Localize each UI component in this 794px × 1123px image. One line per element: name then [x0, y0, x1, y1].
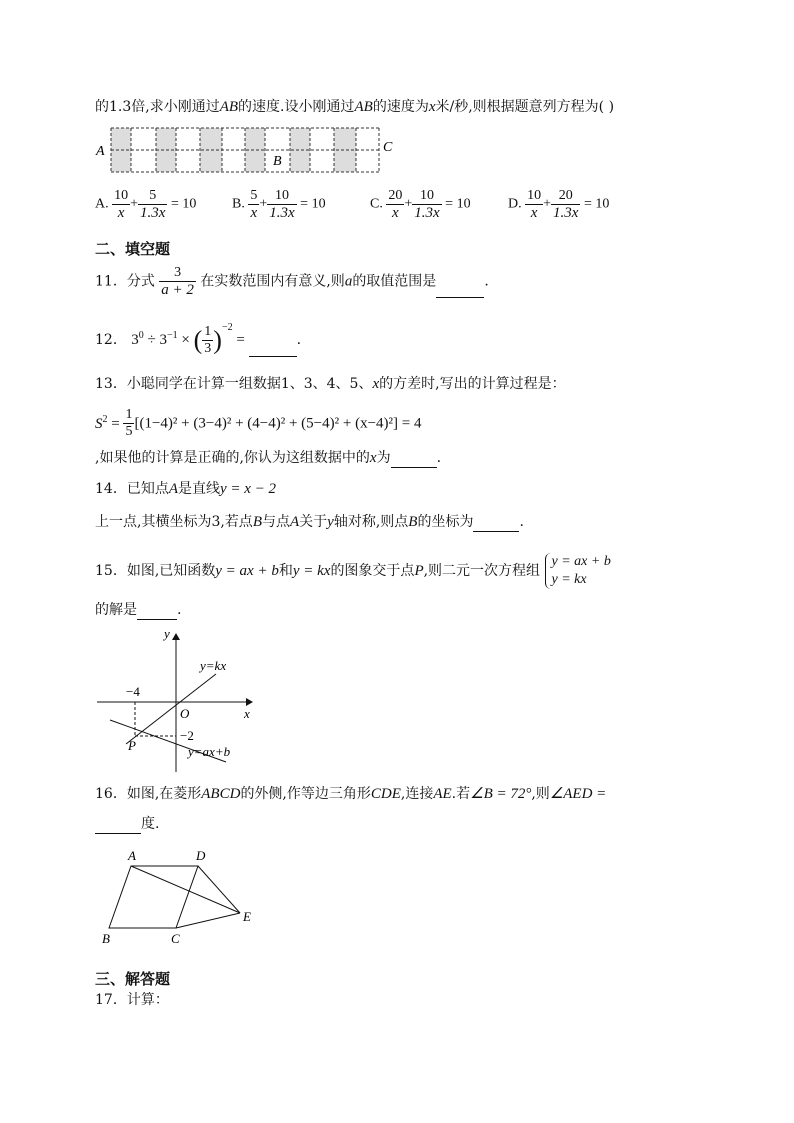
option-a[interactable]: A. $\frac{10}{x}$ + $\frac{5}{1.3x}$ = 10: [95, 188, 197, 221]
q10-text: 的1.3倍,求小刚通过AB的速度.设小刚通过AB的速度为x米/秒,则根据题意列方程为( ): [95, 99, 615, 115]
svg-text:A: A: [128, 848, 136, 863]
option-b[interactable]: B. $\frac{5}{x}$ + $\frac{10}{1.3x}$ = 10: [232, 188, 326, 221]
label-c: C: [383, 140, 393, 155]
q16-question: 度.: [95, 814, 159, 834]
option-d[interactable]: D. $\frac{10}{x}$ + $\frac{20}{1.3x}$ = 10: [508, 188, 610, 221]
answer-blank[interactable]: [391, 451, 437, 468]
q15-text: 15．如图,已知函数y = ax + b和y = kx的图象交于点P,则二元一次方程组 y = ax + b y = kx: [95, 554, 611, 587]
q14-text: 14．已知点A是直线y = x − 2: [95, 481, 277, 497]
answer-blank[interactable]: [249, 340, 297, 357]
svg-text:P: P: [128, 738, 136, 753]
section-heading-solve: 三、解答题: [95, 970, 171, 988]
q16-rhombus-figure: [98, 846, 268, 950]
svg-text:y=ax+b: y=ax+b: [188, 744, 231, 759]
q17-text: 17．计算：: [95, 992, 169, 1008]
svg-text:D: D: [196, 848, 206, 863]
q14-question: 上一点,其横坐标为3,若点B与点A关于y轴对称,则点B的坐标为 .: [95, 514, 524, 530]
option-c[interactable]: C. $\frac{20}{x}$ + $\frac{10}{1.3x}$ = 10: [370, 188, 471, 221]
svg-text:O: O: [180, 706, 190, 721]
q10-track-figure: [92, 124, 402, 174]
equation-system: y = ax + b y = kx: [545, 553, 611, 589]
svg-text:x: x: [244, 706, 250, 721]
answer-blank[interactable]: [137, 603, 177, 620]
answer-blank[interactable]: [436, 281, 484, 298]
svg-text:C: C: [171, 931, 180, 946]
q13-text: 13．小聪同学在计算一组数据1、3、4、5、x的方差时,写出的计算过程是：: [95, 376, 566, 392]
q13-formula: $S^2$ = $\frac{1}{5}$ [(1−4)² + (3−4)² + (4−4)² + (5−4)² + (x−4)²] = 4: [95, 407, 422, 439]
label-a: A: [96, 144, 105, 159]
q13-question: ,如果他的计算是正确的,你认为这组数据中的x为 .: [95, 450, 442, 466]
svg-text:−4: −4: [126, 684, 140, 699]
q11-text: 11．分式 $\frac{3}{a + 2}$ 在实数范围内有意义,则a的取值范围是 .: [95, 265, 489, 298]
svg-text:y: y: [164, 626, 170, 641]
svg-text:−2: −2: [180, 728, 194, 743]
section-heading-fill-in: 二、填空题: [95, 240, 171, 258]
q16-text: 16．如图,在菱形ABCD的外侧,作等边三角形CDE,连接AE.若∠B = 72°,则∠AED =: [95, 786, 607, 802]
q15-graph-figure: [92, 626, 267, 776]
answer-blank[interactable]: [473, 515, 519, 532]
svg-text:B: B: [102, 931, 110, 946]
label-b: B: [273, 154, 282, 169]
svg-text:E: E: [243, 909, 251, 924]
answer-blank[interactable]: [95, 817, 141, 834]
svg-text:y=kx: y=kx: [200, 658, 227, 673]
q15-question: 的解是 .: [95, 602, 182, 618]
q12-text: 12． $3^0 \div 3^{-1}$ × ( $\frac{1}{3}$ )$^{-2}$ = .: [95, 322, 302, 357]
